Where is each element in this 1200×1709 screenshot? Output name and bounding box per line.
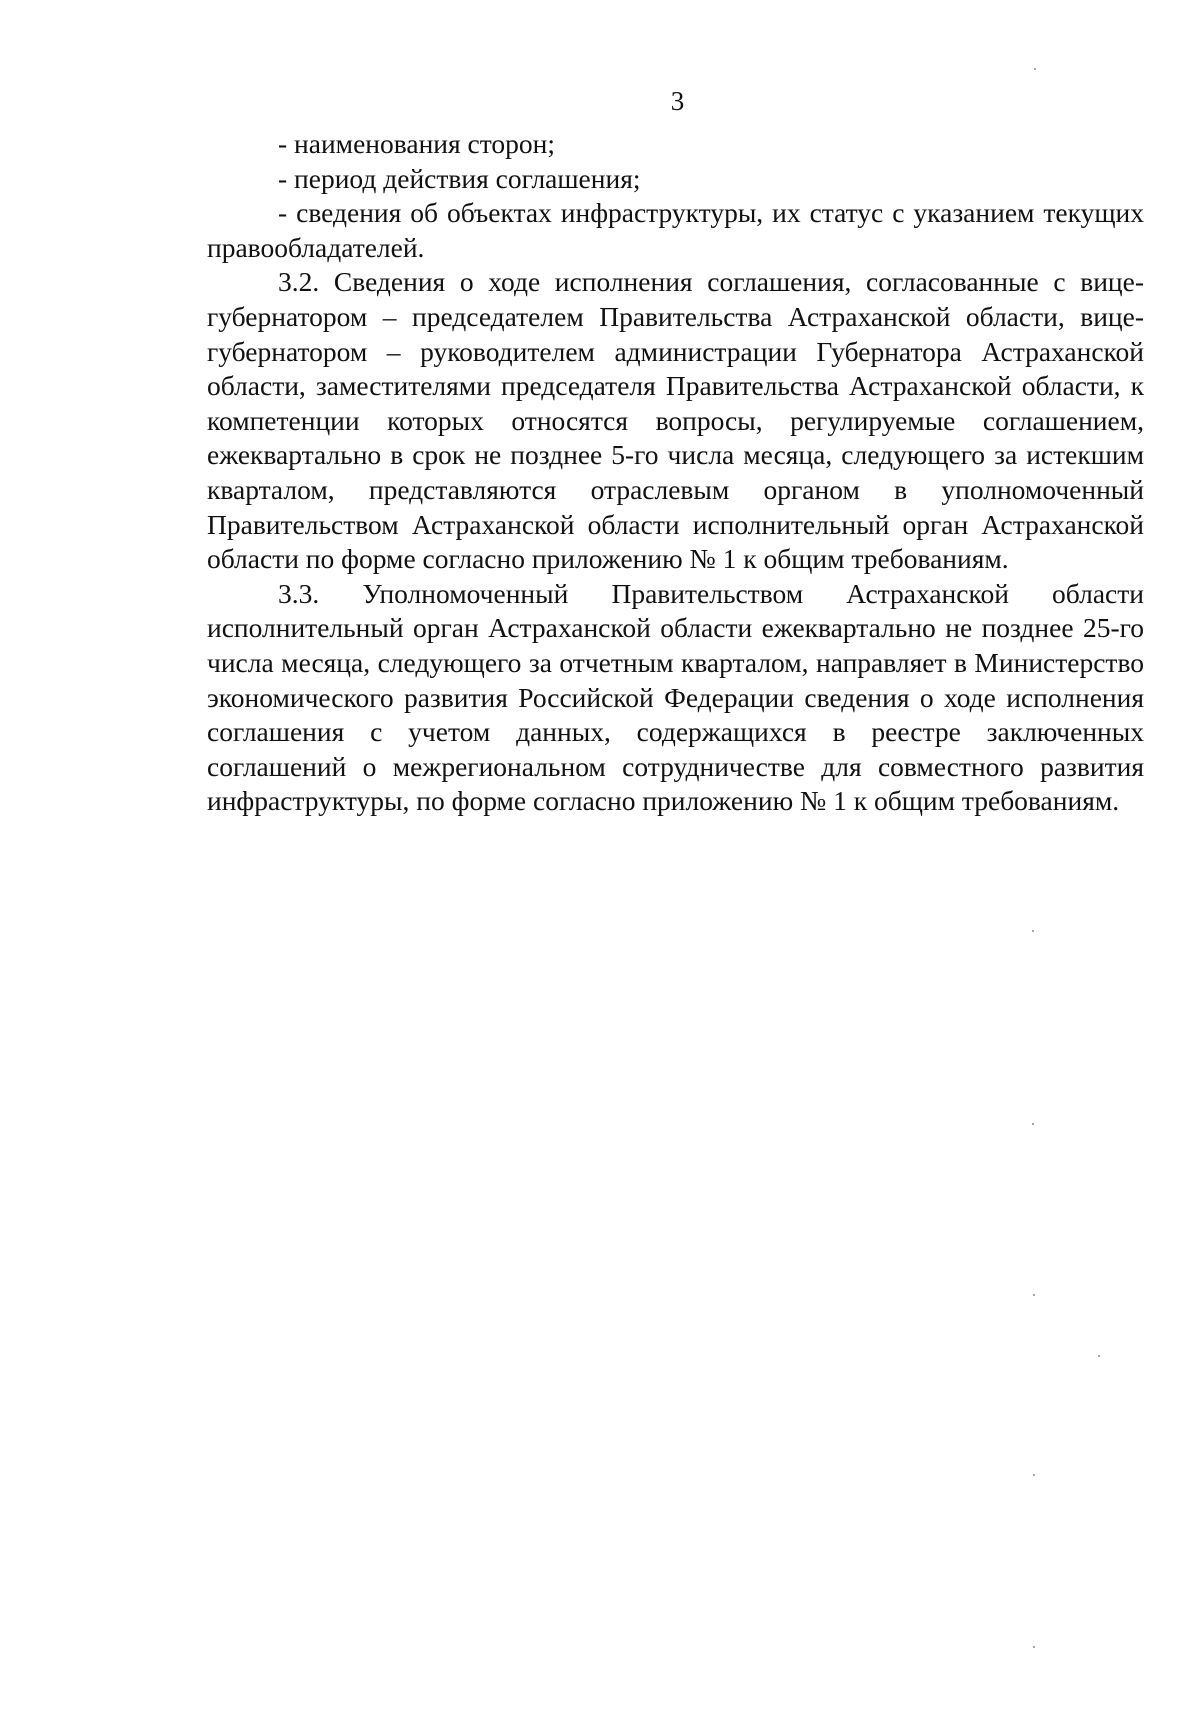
scan-speck bbox=[1033, 1474, 1035, 1476]
clause-3-2-paragraph: 3.2. Сведения о ходе исполнения соглашения, согласованные с вице-губернатором – председателем Правительства Астраханской области, вице-губернатором – руководителем администрации Губернатора Астраханской области, заместителями председателя Правительства Астраханской области, к компетенции которых относятся вопросы, регулируемые соглашением, ежеквартально в срок не позднее 5-го числа месяца, следующего за истекшим кварталом, представляются отраслевым органом в уполномоченный Правительством Астраханской области исполнительный орган Астраханской области по форме согласно приложению № 1 к общим требованиям. bbox=[207, 266, 1144, 575]
scan-speck bbox=[1032, 1123, 1034, 1125]
scan-speck bbox=[1034, 68, 1036, 70]
list-item-infrastructure-objects: - сведения об объектах инфраструктуры, их статус с указанием текущих правообладателей. bbox=[207, 197, 1144, 263]
list-item-period: - период действия соглашения; bbox=[278, 162, 641, 194]
scan-speck bbox=[1032, 930, 1034, 932]
scan-speck bbox=[1098, 1355, 1100, 1357]
list-item-parties: - наименования сторон; bbox=[278, 128, 556, 159]
scan-speck bbox=[1033, 1294, 1035, 1296]
clause-3-3-paragraph: 3.3. Уполномоченный Правительством Астраханской области исполнительный орган Астраханской области ежеквартально не позднее 25-го числа месяца, следующего за отчетным кварталом, направляет в Министерство экономического развития Российской Федерации сведения о ходе исполнения соглашения с учетом данных, содержащихся в реестре заключенных соглашений о межрегиональном сотрудничестве для совместного развития инфраструктуры, по форме согласно приложению № 1 к общим требованиям. bbox=[207, 577, 1144, 817]
page-number: 3 bbox=[670, 86, 685, 116]
document-body bbox=[207, 127, 1144, 819]
scan-speck bbox=[1033, 1646, 1035, 1648]
